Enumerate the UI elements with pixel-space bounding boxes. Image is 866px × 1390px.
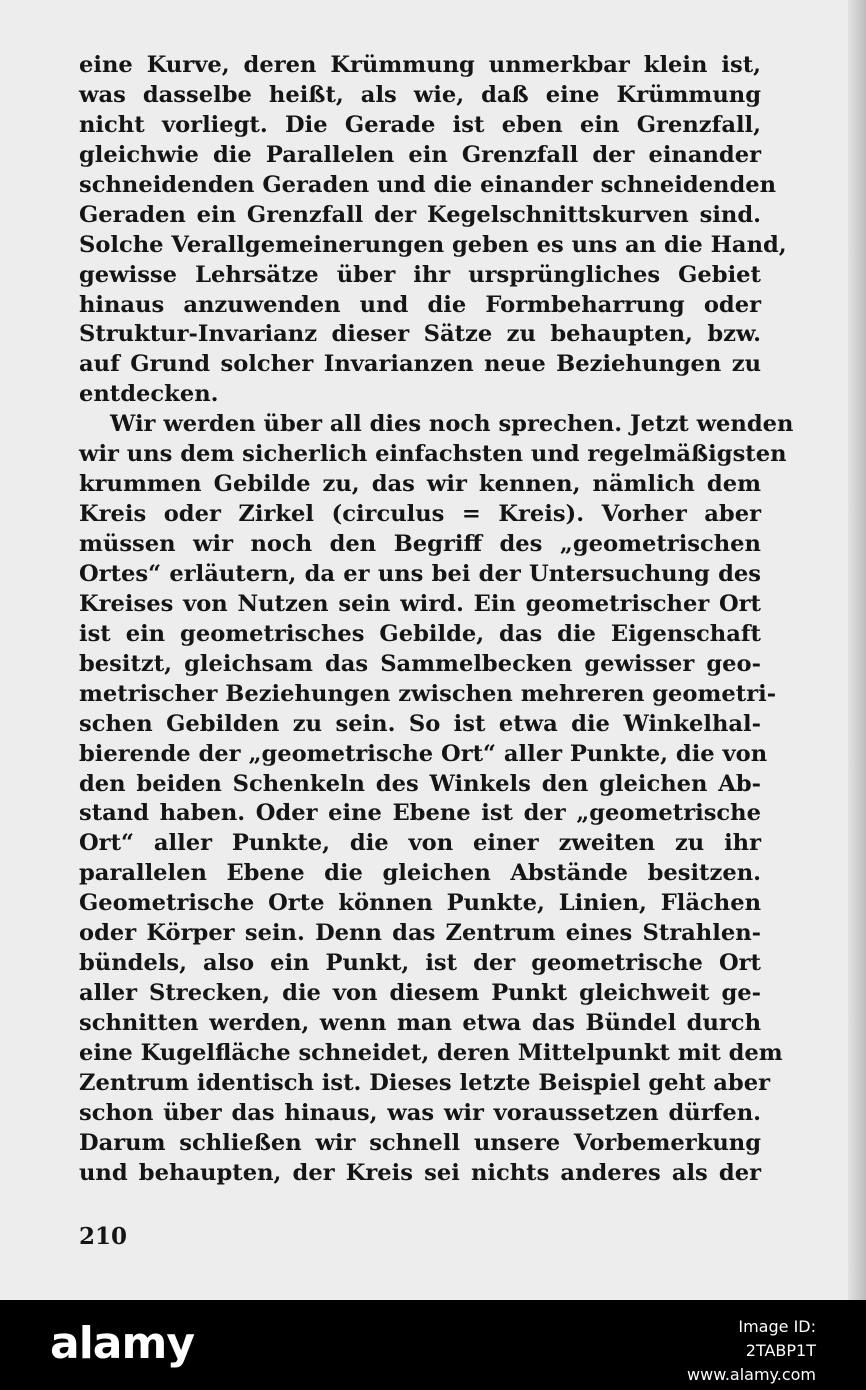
text-line: wir uns dem sicherlich einfachsten und regelmäßigsten — [79, 441, 787, 468]
site-url: www.alamy.com — [687, 1365, 816, 1384]
text-line: schneidenden Geraden und die einander schneidenden — [79, 171, 777, 198]
text-line: nicht vorliegt. Die Gerade ist eben ein Grenzfall, — [79, 111, 761, 138]
body-text — [79, 51, 794, 1189]
text-line: Wir werden über all dies noch sprechen. Jetzt wenden — [110, 411, 794, 438]
text-line: besitzt, gleichsam das Sammelbecken gewisser geo- — [79, 650, 761, 677]
text-line: bündels, also ein Punkt, ist der geometrische Ort — [79, 950, 761, 977]
text-line: oder Körper sein. Denn das Zentrum eines Strahlen- — [79, 920, 761, 947]
alamy-logo: alamy — [50, 1318, 194, 1369]
text-line: hinaus anzuwenden und die Formbeharrung oder — [79, 291, 761, 318]
text-line: Struktur-Invarianz dieser Sätze zu behaupten, bzw. — [79, 321, 761, 348]
text-line: entdecken. — [79, 381, 219, 408]
text-line: metrischer Beziehungen zwischen mehreren geometri- — [79, 680, 777, 707]
text-line: bierende der „geometrische Ort“ aller Punkte, die von — [79, 740, 768, 767]
image-id: Image ID: 2TABP1T — [738, 1317, 816, 1360]
text-line: den beiden Schenkeln des Winkels den gleichen Ab- — [79, 770, 761, 797]
text-line: Solche Verallgemeinerungen geben es uns an die Hand, — [79, 231, 787, 258]
text-line: was dasselbe heißt, als wie, daß eine Krümmung — [79, 81, 761, 108]
text-line: aller Strecken, die von diesem Punkt gleichweit ge- — [79, 980, 761, 1007]
text-line: gleichwie die Parallelen ein Grenzfall der einander — [79, 141, 761, 168]
text-line: krummen Gebilde zu, das wir kennen, nämlich dem — [79, 471, 761, 498]
text-line: parallelen Ebene die gleichen Abstände besitzen. — [79, 860, 761, 887]
text-line: Kreises von Nutzen sein wird. Ein geometrischer Ort — [79, 590, 761, 617]
text-line: Ortes“ erläutern, da er uns bei der Untersuchung des — [79, 560, 761, 587]
text-line: Zentrum identisch ist. Dieses letzte Beispiel geht aber — [79, 1069, 771, 1096]
text-line: eine Kugelfläche schneidet, deren Mittelpunkt mit dem — [79, 1039, 783, 1066]
text-line: Geraden ein Grenzfall der Kegelschnittskurven sind. — [79, 201, 761, 228]
text-line: stand haben. Oder eine Ebene ist der „geometrische — [79, 800, 761, 827]
text-line: Ort“ aller Punkte, die von einer zweiten zu ihr — [79, 830, 761, 857]
text-line: und behaupten, der Kreis sei nichts anderes als der — [79, 1159, 761, 1186]
watermark-footer — [0, 1300, 866, 1390]
text-line: Darum schließen wir schnell unsere Vorbemerkung — [79, 1129, 761, 1156]
text-line: auf Grund solcher Invarianzen neue Beziehungen zu — [79, 351, 761, 378]
text-line: Geometrische Orte können Punkte, Linien, Flächen — [79, 890, 761, 917]
text-line: müssen wir noch den Begriff des „geometrischen — [79, 531, 761, 557]
text-line: Kreis oder Zirkel (circulus = Kreis). Vorher aber — [79, 501, 761, 528]
text-line: schon über das hinaus, was wir voraussetzen dürfen. — [79, 1099, 761, 1126]
image-reference — [680, 1315, 816, 1387]
text-line: gewisse Lehrsätze über ihr ursprüngliches Gebiet — [79, 261, 761, 288]
text-line: ist ein geometrisches Gebilde, das die Eigenschaft — [79, 620, 761, 647]
page-number: 210 — [79, 1223, 128, 1250]
text-line: schnitten werden, wenn man etwa das Bündel durch — [79, 1010, 761, 1036]
text-line: eine Kurve, deren Krümmung unmerkbar klein ist, — [79, 52, 761, 78]
text-line: schen Gebilden zu sein. So ist etwa die Winkelhal- — [79, 710, 761, 737]
